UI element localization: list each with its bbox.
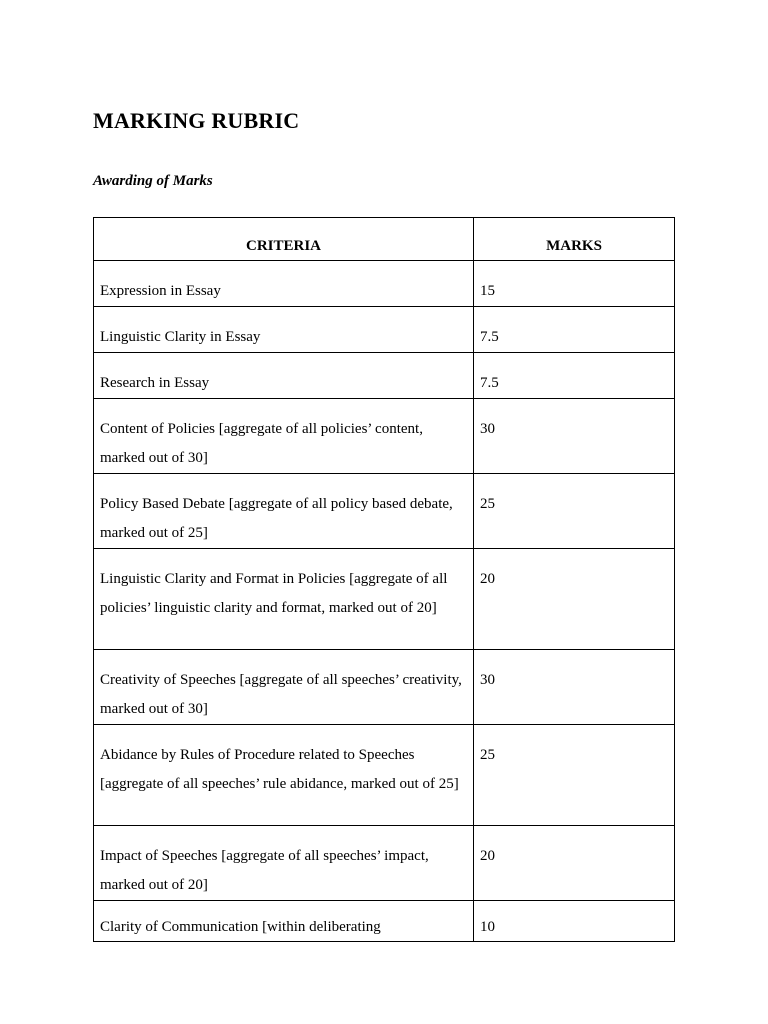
- marks-cell: 15: [474, 261, 675, 307]
- section-subtitle: Awarding of Marks: [93, 173, 213, 189]
- marks-cell: 20: [474, 826, 675, 901]
- criteria-cell: Research in Essay: [94, 353, 474, 399]
- marks-column-header: MARKS: [474, 218, 675, 261]
- criteria-cell: Creativity of Speeches [aggregate of all speeches’ creativity, marked out of 30]: [94, 650, 474, 725]
- table-row: [94, 261, 675, 307]
- marking-rubric-table: [93, 217, 675, 942]
- marks-cell: 20: [474, 549, 675, 650]
- table-row: [94, 474, 675, 549]
- criteria-column-header: CRITERIA: [94, 218, 474, 261]
- criteria-cell: Linguistic Clarity and Format in Policies [aggregate of all policies’ linguistic clarity and format, marked out of 20]: [94, 549, 474, 650]
- marks-cell: 30: [474, 650, 675, 725]
- criteria-cell: Impact of Speeches [aggregate of all speeches’ impact, marked out of 20]: [94, 826, 474, 901]
- table-row: [94, 826, 675, 901]
- criteria-cell: Clarity of Communication [within deliberating: [94, 901, 474, 942]
- marks-cell: 7.5: [474, 307, 675, 353]
- table-row: [94, 399, 675, 474]
- marks-cell: 25: [474, 725, 675, 826]
- table-row: [94, 650, 675, 725]
- criteria-cell: Expression in Essay: [94, 261, 474, 307]
- criteria-cell: Linguistic Clarity in Essay: [94, 307, 474, 353]
- criteria-cell: Abidance by Rules of Procedure related to Speeches [aggregate of all speeches’ rule abidance, marked out of 25]: [94, 725, 474, 826]
- marks-cell: 30: [474, 399, 675, 474]
- table-row: [94, 549, 675, 650]
- marks-cell: 25: [474, 474, 675, 549]
- table-row: [94, 725, 675, 826]
- criteria-cell: Content of Policies [aggregate of all policies’ content, marked out of 30]: [94, 399, 474, 474]
- table-row: [94, 353, 675, 399]
- table-header-row: [94, 218, 675, 261]
- page-title: MARKING RUBRIC: [93, 108, 300, 133]
- table-row: [94, 307, 675, 353]
- criteria-cell: Policy Based Debate [aggregate of all policy based debate, marked out of 25]: [94, 474, 474, 549]
- marks-cell: 10: [474, 901, 675, 942]
- marks-cell: 7.5: [474, 353, 675, 399]
- table-row: [94, 901, 675, 942]
